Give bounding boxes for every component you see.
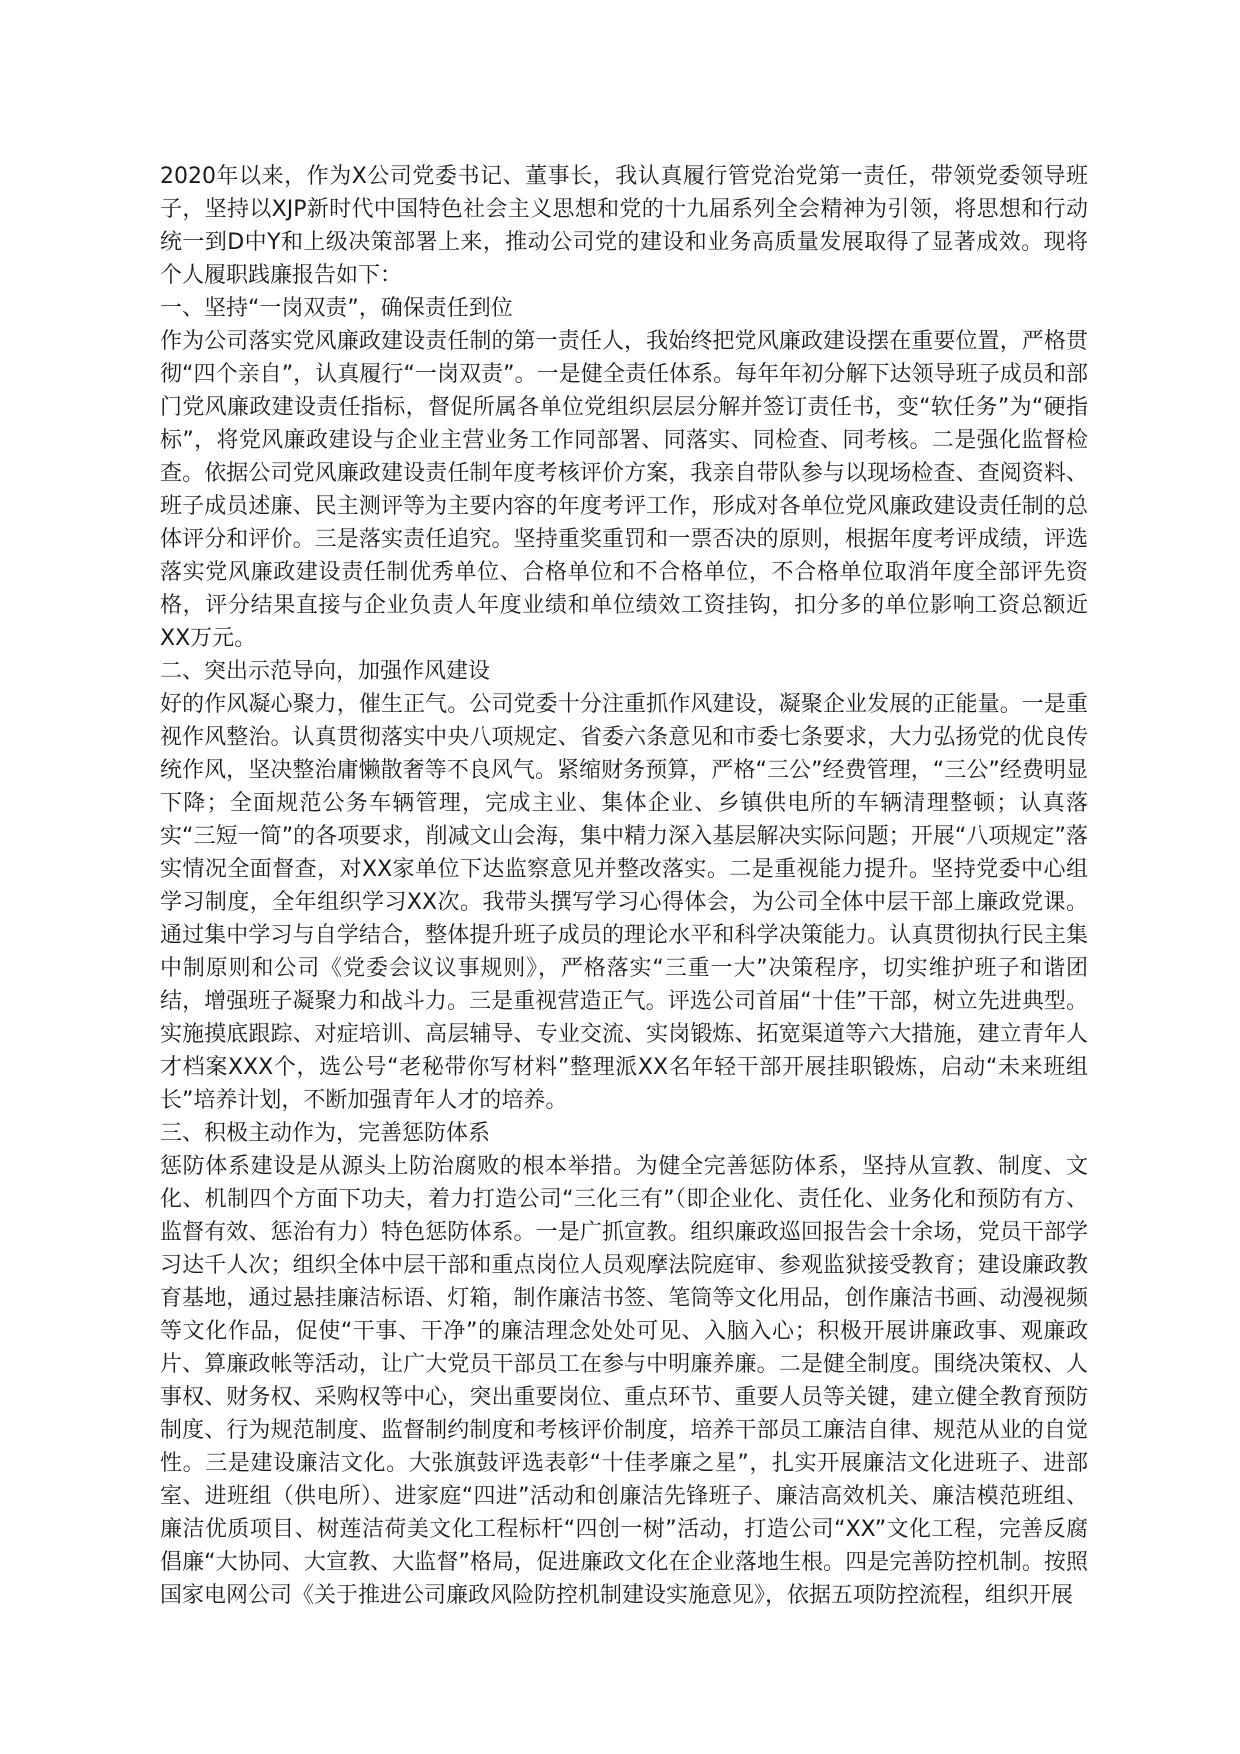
section-body-3: 惩防体系建设是从源头上防治腐败的根本举措。为健全完善惩防体系，坚持从宣教、制度、文化、机制四个方面下功夫，着力打造公司“三化三有”（即企业化、责任化、业务化和预防有方、监督有效、惩治有力）特色惩防体系。一是广抓宣教。组织廉政巡回报告会十余场，党员干部学习达千人次；组织全体中层干部和重点岗位人员观摩法院庭审、参观监狱接受教育；建设廉政教育基地，通过悬挂廉洁标语、灯箱，制作廉洁书签、笔筒等文化用品，创作廉洁书画、动漫视频等文化作品，促使“干事、干净”的廉洁理念处处可见、入脑入心；积极开展讲廉政事、观廉政片、算廉政帐等活动，让广大党员干部员工在参与中明廉养廉。二是健全制度。围绕决策权、人事权、财务权、采购权等中心，突出重要岗位、重点环节、重要人员等关键，建立健全教育预防制度、行为规范制度、监督制约制度和考核评价制度，培养干部员工廉洁自律、规范从业的自觉性。三是建设廉洁文化。大张旗鼓评选表彰“十佳孝廉之星”，扎实开展廉洁文化进班子、进部室、进班组（供电所）、进家庭“四进”活动和创廉洁先锋班子、廉洁高效机关、廉洁模范班组、廉洁优质项目、树莲洁荷美文化工程标杆“四创一树”活动，打造公司“XX”文化工程，完善反腐倡廉“大协同、大宣教、大监督”格局，促进廉政文化在企业落地生根。四是完善防控机制。按照国家电网公司《关于推进公司廉政风险防控机制建设实施意见》，依据五项防控流程，组织开展 <box>160 1154 1088 1608</box>
section-body-2: 好的作风凝心聚力，催生正气。公司党委十分注重抓作风建设，凝聚企业发展的正能量。一是重视作风整治。认真贯彻落实中央八项规定、省委六条意见和市委七条要求，大力弘扬党的优良传统作风，坚决整治庸懒散奢等不良风气。紧缩财务预算，严格“三公”经费管理，“三公”经费明显下降；全面规范公务车辆管理，完成主业、集体企业、乡镇供电所的车辆清理整顿；认真落实“三短一简”的各项要求，削减文山会海，集中精力深入基层解决实际问题；开展“八项规定”落实情况全面督查，对XX家单位下达监察意见并整改落实。二是重视能力提升。坚持党委中心组学习制度，全年组织学习XX次。我带头撰写学习心得体会，为公司全体中层干部上廉政党课。通过集中学习与自学结合，整体提升班子成员的理论水平和科学决策能力。认真贯彻执行民主集中制原则和公司《党委会议议事规则》，严格落实“三重一大”决策程序，切实维护班子和谐团结，增强班子凝聚力和战斗力。三是重视营造正气。评选公司首届“十佳”干部，树立先进典型。实施摸底跟踪、对症培训、高层辅导、专业交流、实岗锻炼、拓宽渠道等六大措施，建立青年人才档案XXX个，选公号“老秘带你写材料”整理派XX名年轻干部开展挂职锻炼，启动“未来班组长”培养计划，不断加强青年人才的培养。 <box>160 692 1088 1113</box>
intro-paragraph: 2020年以来，作为X公司党委书记、董事长，我认真履行管党治党第一责任，带领党委领导班子，坚持以XJP新时代中国特色社会主义思想和党的十九届系列全会精神为引领，将思想和行动统一到D中Y和上级决策部署上来，推动公司党的建设和业务高质量发展取得了显著成效。现将个人履职践廉报告如下： <box>160 164 1088 288</box>
section-body-1: 作为公司落实党风廉政建设责任制的第一责任人，我始终把党风廉政建设摆在重要位置，严格贯彻“四个亲自”，认真履行“一岗双责”。一是健全责任体系。每年年初分解下达领导班子成员和部门党风廉政建设责任指标，督促所属各单位党组织层层分解并签订责任书，变“软任务”为“硬指标”，将党风廉政建设与企业主营业务工作同部署、同落实、同检查、同考核。二是强化监督检查。依据公司党风廉政建设责任制年度考核评价方案，我亲自带队参与以现场检查、查阅资料、班子成员述廉、民主测评等为主要内容的年度考评工作，形成对各单位党风廉政建设责任制的总体评分和评价。三是落实责任追究。坚持重奖重罚和一票否决的原则，根据年度考评成绩，评选落实党风廉政建设责任制优秀单位、合格单位和不合格单位，不合格单位取消年度全部评先资格，评分结果直接与企业负责人年度业绩和单位绩效工资挂钩，扣分多的单位影响工资总额近XX万元。 <box>160 329 1088 651</box>
document-page <box>160 160 1088 1612</box>
section-heading-2: 二、突出示范导向，加强作风建设 <box>160 659 491 684</box>
section-heading-3: 三、积极主动作为，完善惩防体系 <box>160 1121 491 1146</box>
section-heading-1: 一、坚持“一岗双责”，确保责任到位 <box>160 296 513 321</box>
